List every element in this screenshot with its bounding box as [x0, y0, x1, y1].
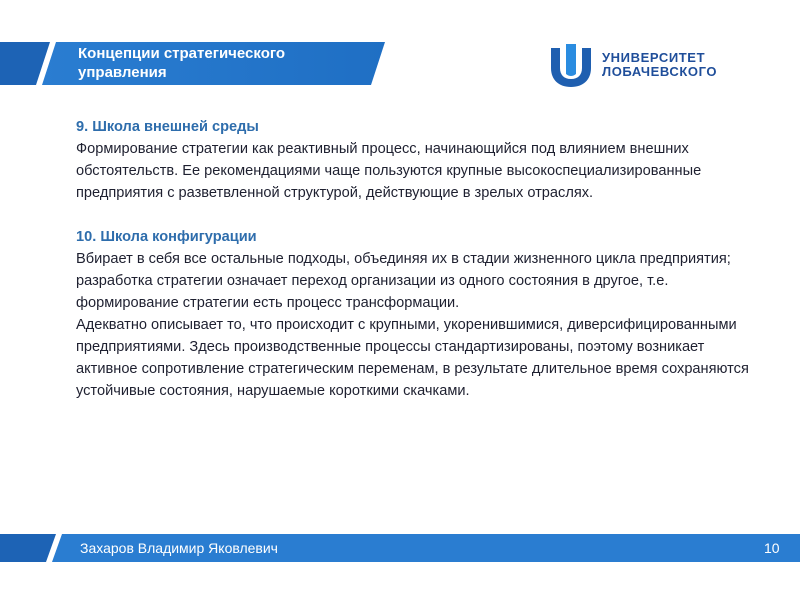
- section-title: 10. Школа конфигурации: [76, 229, 257, 245]
- section-paragraph: Вбирает в себя все остальные подходы, объединяя их в стадии жизненного цикла предприятия; разработка стратегии означает переход организации из одного состояния в другое, т.е. формирование стратегии есть процесс трансформации.: [76, 251, 731, 311]
- logo-text-line2: ЛОБАЧЕВСКОГО: [602, 64, 718, 79]
- footer-author: Захаров Владимир Яковлевич: [80, 540, 278, 556]
- section-paragraph: Адекватно описывает то, что происходит с крупными, укоренившимися, диверсифицированными предприятиями. Здесь производственные процессы стандартизированы, поэтому возникает активное сопротивление стратегическим переменам, в результате длительное время сохраняются устойчивые состояния, нарушаемые короткими скачками.: [76, 317, 749, 399]
- section-title: 9. Школа внешней среды: [76, 119, 259, 135]
- slide-title: Концепции стратегического управления: [78, 45, 286, 81]
- page-number: 10: [764, 540, 780, 556]
- section-paragraph: Формирование стратегии как реактивный процесс, начинающийся под влиянием внешних обстоятельств. Ее рекомендациями чаще пользуются крупные высокоспециализированные предприятия с разветвленной структурой, действующие в зрелых отраслях.: [76, 141, 702, 201]
- university-u-logo-icon: [549, 44, 593, 88]
- slide-content: [76, 116, 756, 402]
- university-logo: [549, 44, 719, 88]
- logo-text-line1: УНИВЕРСИТЕТ: [602, 50, 706, 65]
